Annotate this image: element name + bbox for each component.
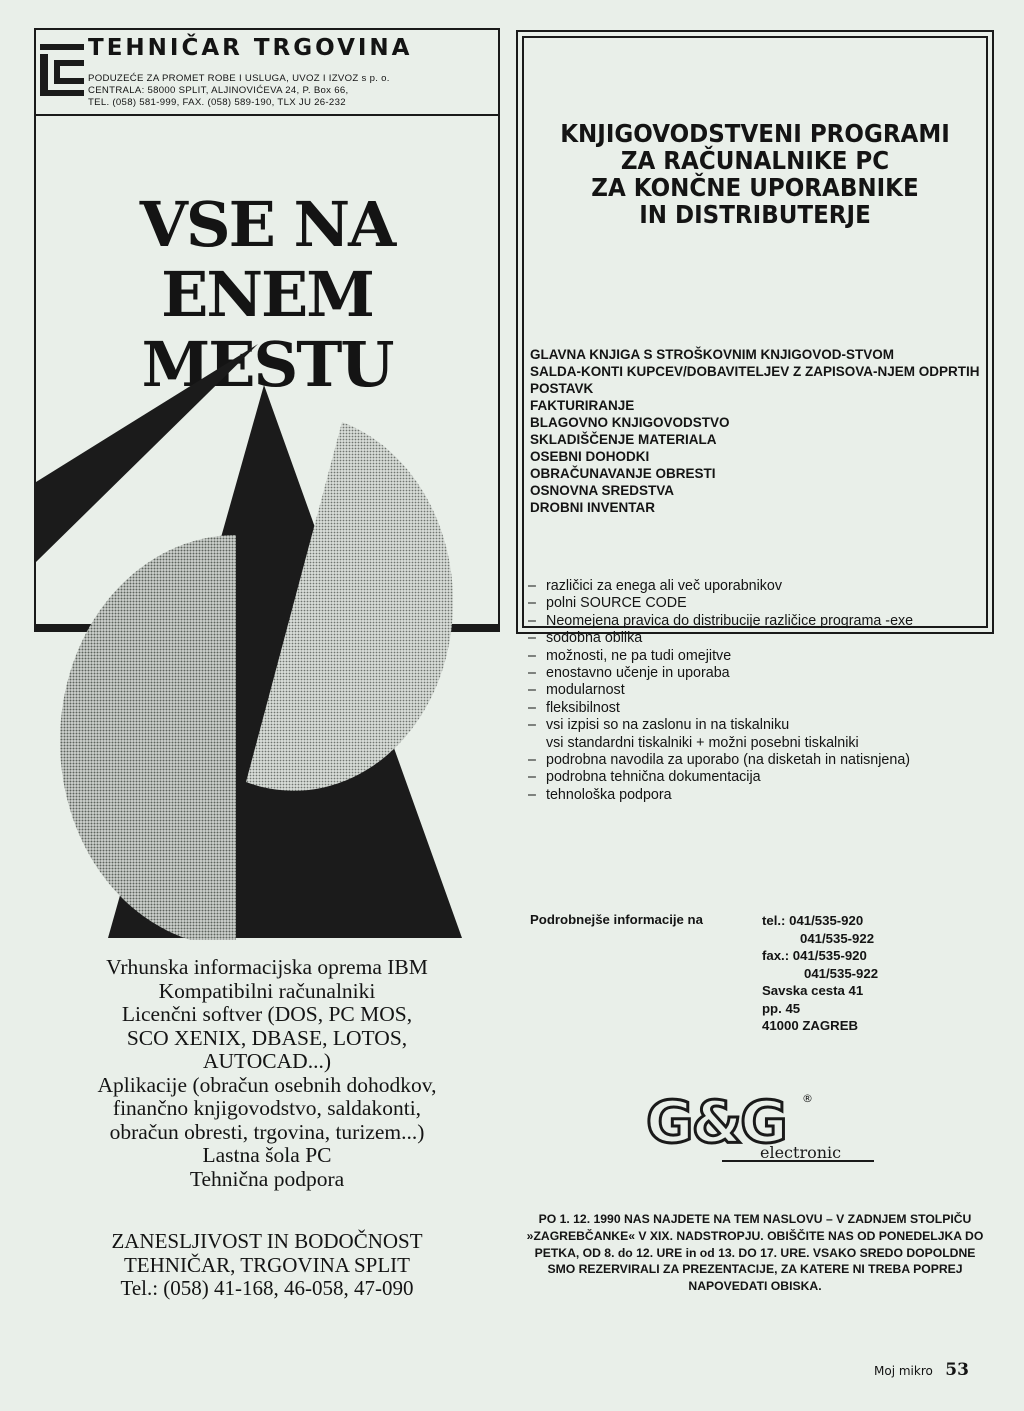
advert-title xyxy=(542,120,967,228)
program-item: SALDA-KONTI KUPCEV/DOBAVITELJEV Z ZAPISOVA-NJEM ODPRTIH POSTAVK xyxy=(530,364,980,396)
program-item: BLAGOVNO KNJIGOVODSTVO xyxy=(530,415,730,430)
feature-item: – fleksibilnost xyxy=(528,700,980,717)
feature-item: – enostavno učenje in uporaba xyxy=(528,665,980,682)
page-number: 53 xyxy=(945,1360,969,1380)
feature-line: SCO XENIX, DBASE, LOTOS, xyxy=(126,1025,408,1050)
title-line: KNJIGOVODSTVENI PROGRAMI xyxy=(560,119,950,148)
left-feature-list xyxy=(36,956,498,1191)
program-item: SKLADIŠČENJE MATERIALA xyxy=(530,432,717,447)
program-item: OBRAČUNAVANJE OBRESTI xyxy=(530,466,716,481)
gg-electronic-logo xyxy=(642,1082,882,1164)
tagline-line: ZANESLJIVOST IN BODOČNOST xyxy=(111,1229,423,1253)
company-info-line: PODUZEĆE ZA PROMET ROBE I USLUGA, UVOZ I IZVOZ s p. o. xyxy=(88,73,390,84)
address-notice: PO 1. 12. 1990 NAS NAJDETE NA TEM NASLOVU – V ZADNJEM STOLPIČU »ZAGREBČANKE« V XIX. NADSTROPJU. OBIŠČITE NAS OD PONEDELJKA DO PETKA, OD 8. do 12. URE in od 13. DO 17. URE. VSAKO SREDO DOPOLDNE SMO REZERVIRALI ZA PREZENTACIJE, ZA KATERE NI TREBA POPREJ NAPOVEDATI OBISKA. xyxy=(526,1212,984,1294)
contact-street: Savska cesta 41 xyxy=(762,983,864,998)
feature-line: Licenčni softver (DOS, PC MOS, xyxy=(121,1002,413,1026)
title-line: ZA RAČUNALNIKE PC xyxy=(620,146,890,175)
contact-pobox: pp. 45 xyxy=(762,1000,801,1016)
headline-line: ENEM MESTU xyxy=(141,258,393,401)
tagline-line: TEHNIČAR, TRGOVINA SPLIT xyxy=(123,1252,411,1277)
geometric-artwork xyxy=(36,330,498,940)
feature-item: – modularnost xyxy=(528,682,980,699)
feature-line: Tehnična podpora xyxy=(189,1166,345,1191)
contact-fax: 041/535-922 xyxy=(804,965,879,981)
feature-item: – podrobna navodila za uporabo (na disketah in natisnjena) xyxy=(528,752,980,769)
feature-item: – možnosti, ne pa tudi omejitve xyxy=(528,648,980,665)
feature-item: – vsi izpisi so na zaslonu in na tiskalniku xyxy=(528,717,980,734)
dotted-half-disc-left xyxy=(60,535,236,940)
feature-line: Vrhunska informacijska oprema IBM xyxy=(106,955,428,979)
feature-item: – Neomejena pravica do distribucije različice programa -exe xyxy=(528,613,980,630)
contact-details xyxy=(762,912,878,1035)
feature-item: vsi standardni tiskalniki + možni posebni tiskalniki xyxy=(546,734,859,751)
company-info-line: TEL. (058) 581-999, FAX. (058) 589-190, TLX JU 26-232 xyxy=(88,97,346,108)
logo-letters: G&G xyxy=(646,1088,786,1156)
tagline-phone: Tel.: (058) 41-168, 46-058, 47-090 xyxy=(120,1276,414,1300)
contact-city: 41000 ZAGREB xyxy=(762,1018,859,1033)
feature-item: – različici za enega ali več uporabnikov xyxy=(528,578,980,595)
contact-phone: tel.: 041/535-920 xyxy=(762,913,864,928)
company-header xyxy=(36,30,498,116)
company-name: TEHNIČAR TRGOVINA xyxy=(88,35,413,61)
title-line: ZA KONČNE UPORABNIKE xyxy=(591,173,919,202)
program-item: FAKTURIRANJE xyxy=(530,398,635,413)
registered-mark: ® xyxy=(802,1092,813,1105)
feature-bullet-list xyxy=(528,578,980,804)
headline-line: VSE NA xyxy=(139,188,395,261)
program-item: DROBNI INVENTAR xyxy=(530,500,656,515)
magazine-name: Moj mikro xyxy=(874,1364,933,1378)
feature-line: Lastna šola PC xyxy=(202,1143,332,1167)
logo-sub: electronic xyxy=(760,1143,842,1162)
feature-item: – sodobna oblika xyxy=(528,630,980,647)
feature-line: finančno knjigovodstvo, saldakonti, xyxy=(112,1096,422,1120)
feature-item: – polni SOURCE CODE xyxy=(528,595,980,612)
program-list xyxy=(530,346,980,516)
feature-item: – podrobna tehnična dokumentacija xyxy=(528,769,980,786)
feature-line: Aplikacije (obračun osebnih dohodkov, xyxy=(97,1072,437,1097)
feature-line: AUTOCAD...) xyxy=(202,1049,331,1073)
contact-label: Podrobnejše informacije na xyxy=(530,912,703,927)
feature-item: – tehnološka podpora xyxy=(528,787,980,804)
feature-line: Kompatibilni računalniki xyxy=(158,978,376,1003)
program-item: GLAVNA KNJIGA S STROŠKOVNIM KNJIGOVOD-STVOM xyxy=(530,347,895,362)
contact-fax: fax.: 041/535-920 xyxy=(762,948,867,963)
feature-line: obračun obresti, trgovina, turizem...) xyxy=(109,1119,425,1144)
contact-phone: 041/535-922 xyxy=(800,930,875,946)
page-footer xyxy=(874,1360,969,1380)
company-info-line: CENTRALA: 58000 SPLIT, ALJINOVIĆEVA 24, P. Box 66, xyxy=(88,85,349,96)
program-item: OSEBNI DOHODKI xyxy=(530,449,650,464)
left-tagline xyxy=(36,1230,498,1301)
program-item: OSNOVNA SREDSTVA xyxy=(530,483,675,498)
tehnicar-logo-icon xyxy=(40,44,84,96)
title-line: IN DISTRIBUTERJE xyxy=(639,200,871,229)
